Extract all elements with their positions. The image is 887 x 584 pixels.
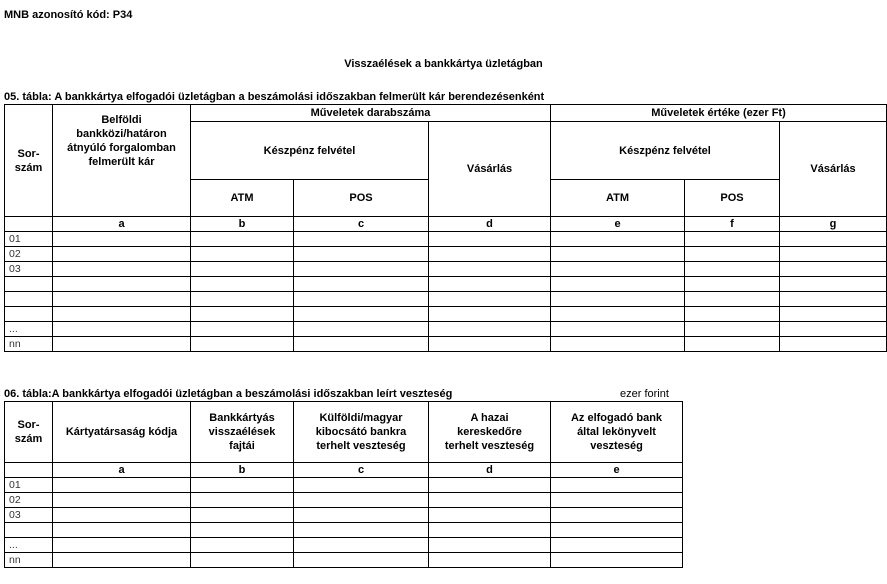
data-cell[interactable] (53, 523, 191, 538)
data-cell[interactable] (53, 493, 191, 508)
col-keszpenz-felvetel-darab: Készpénz felvétel (191, 122, 429, 180)
table-row (5, 337, 887, 352)
data-cell[interactable] (551, 478, 683, 493)
row-number (5, 277, 53, 292)
col-kartyatarsasag-kodja: Kártyatársaság kódja (53, 402, 191, 463)
data-cell[interactable] (53, 322, 191, 337)
data-cell[interactable] (191, 247, 294, 262)
data-cell[interactable] (429, 553, 551, 568)
data-cell[interactable] (191, 553, 294, 568)
data-cell[interactable] (53, 247, 191, 262)
row-number (5, 292, 53, 307)
col-pos-darab: POS (294, 180, 429, 217)
data-cell[interactable] (191, 337, 294, 352)
data-cell[interactable] (191, 277, 294, 292)
data-cell[interactable] (780, 232, 887, 247)
data-cell[interactable] (685, 322, 780, 337)
data-cell[interactable] (191, 262, 294, 277)
row-number: 03 (5, 262, 53, 277)
table2-title: 06. tábla:A bankkártya elfogadói üzletágban a beszámolási időszakban leírt veszteség (4, 388, 453, 400)
col-pos-ertek: POS (685, 180, 780, 217)
data-cell[interactable] (685, 277, 780, 292)
data-cell[interactable] (191, 322, 294, 337)
data-cell[interactable] (685, 232, 780, 247)
data-cell[interactable] (53, 508, 191, 523)
col-letter: a (53, 463, 191, 478)
col-visszaelesek-fajtai: Bankkártyás visszaélések fajtái (191, 402, 294, 463)
data-cell[interactable] (191, 478, 294, 493)
data-cell[interactable] (294, 478, 429, 493)
table-row (5, 478, 683, 493)
data-cell[interactable] (191, 292, 294, 307)
row-number: ... (5, 538, 53, 553)
col-letter: f (685, 217, 780, 232)
col-letter: d (429, 217, 551, 232)
mnb-code-label: MNB azonosító kód: P34 (4, 9, 133, 21)
data-cell[interactable] (551, 247, 685, 262)
data-cell[interactable] (429, 478, 551, 493)
data-cell[interactable] (551, 262, 685, 277)
letter-blank-cell (5, 217, 53, 232)
data-cell[interactable] (191, 523, 294, 538)
col-letter: b (191, 217, 294, 232)
row-number (5, 523, 53, 538)
data-cell[interactable] (191, 508, 294, 523)
row-number: nn (5, 337, 53, 352)
table-row (5, 523, 683, 538)
col-belfoldi-kar: Belföldi bankközi/határon átnyúló forgalomban felmerült kár (53, 105, 191, 217)
row-number: 02 (5, 493, 53, 508)
group-muveletek-darabszama: Műveletek darabszáma (191, 105, 551, 122)
data-cell[interactable] (685, 337, 780, 352)
row-number: 03 (5, 508, 53, 523)
data-cell[interactable] (551, 508, 683, 523)
table-row (5, 307, 887, 322)
data-cell[interactable] (53, 277, 191, 292)
col-vasarlas-darab: Vásárlás (429, 122, 551, 217)
data-cell[interactable] (780, 292, 887, 307)
col-atm-darab: ATM (191, 180, 294, 217)
data-cell[interactable] (294, 277, 429, 292)
data-cell[interactable] (294, 508, 429, 523)
table-05 (4, 104, 887, 352)
data-cell[interactable] (429, 337, 551, 352)
data-cell[interactable] (53, 307, 191, 322)
table-row (5, 508, 683, 523)
data-cell[interactable] (294, 307, 429, 322)
group-muveletek-erteke: Műveletek értéke (ezer Ft) (551, 105, 887, 122)
data-cell[interactable] (429, 307, 551, 322)
col-sorszam: Sor- szám (5, 402, 53, 463)
col-elfogado-bank-veszteseg: Az elfogadó bank által lekönyvelt veszteség (551, 402, 683, 463)
col-keszpenz-felvetel-ertek: Készpénz felvétel (551, 122, 780, 180)
data-cell[interactable] (294, 262, 429, 277)
col-hazai-kereskedo-veszteseg: A hazai kereskedőre terhelt veszteség (429, 402, 551, 463)
data-cell[interactable] (191, 232, 294, 247)
data-cell[interactable] (780, 277, 887, 292)
data-cell[interactable] (429, 493, 551, 508)
data-cell[interactable] (551, 277, 685, 292)
table-06 (4, 401, 683, 568)
data-cell[interactable] (294, 553, 429, 568)
data-cell[interactable] (53, 538, 191, 553)
data-cell[interactable] (294, 523, 429, 538)
page-title: Visszaélések a bankkártya üzletágban (344, 58, 543, 70)
data-cell[interactable] (294, 337, 429, 352)
data-cell[interactable] (53, 553, 191, 568)
col-atm-ertek: ATM (551, 180, 685, 217)
table-row (5, 232, 887, 247)
row-number: nn (5, 553, 53, 568)
data-cell[interactable] (685, 262, 780, 277)
data-cell[interactable] (780, 307, 887, 322)
data-cell[interactable] (780, 247, 887, 262)
data-cell[interactable] (551, 523, 683, 538)
data-cell[interactable] (191, 307, 294, 322)
table-row (5, 538, 683, 553)
data-cell[interactable] (191, 538, 294, 553)
data-cell[interactable] (53, 262, 191, 277)
data-cell[interactable] (429, 262, 551, 277)
table-row (5, 553, 683, 568)
data-cell[interactable] (429, 232, 551, 247)
data-cell[interactable] (551, 337, 685, 352)
row-number: 01 (5, 478, 53, 493)
col-letter: a (53, 217, 191, 232)
data-cell[interactable] (429, 523, 551, 538)
data-cell[interactable] (780, 262, 887, 277)
col-letter: e (551, 217, 685, 232)
data-cell[interactable] (429, 538, 551, 553)
table-row (5, 277, 887, 292)
data-cell[interactable] (53, 337, 191, 352)
data-cell[interactable] (780, 322, 887, 337)
data-cell[interactable] (551, 232, 685, 247)
row-number: ... (5, 322, 53, 337)
data-cell[interactable] (429, 247, 551, 262)
data-cell[interactable] (294, 493, 429, 508)
data-cell[interactable] (53, 478, 191, 493)
data-cell[interactable] (685, 292, 780, 307)
table2-unit: ezer forint (620, 388, 669, 400)
data-cell[interactable] (429, 292, 551, 307)
data-cell[interactable] (429, 508, 551, 523)
row-number (5, 307, 53, 322)
data-cell[interactable] (551, 553, 683, 568)
table-row (5, 493, 683, 508)
table-row (5, 292, 887, 307)
col-letter: b (191, 463, 294, 478)
data-cell[interactable] (191, 493, 294, 508)
data-cell[interactable] (294, 247, 429, 262)
data-cell[interactable] (53, 292, 191, 307)
data-cell[interactable] (551, 493, 683, 508)
table-row (5, 247, 887, 262)
data-cell[interactable] (551, 538, 683, 553)
data-cell[interactable] (551, 292, 685, 307)
data-cell[interactable] (294, 232, 429, 247)
data-cell[interactable] (685, 247, 780, 262)
col-letter: g (780, 217, 887, 232)
data-cell[interactable] (685, 307, 780, 322)
data-cell[interactable] (53, 232, 191, 247)
row-number: 02 (5, 247, 53, 262)
col-letter: c (294, 463, 429, 478)
table1-title: 05. tábla: A bankkártya elfogadói üzletágban a beszámolási időszakban felmerült kár berendezésenként (4, 91, 545, 103)
col-kulfoldi-magyar-veszteseg: Külföldi/magyar kibocsátó bankra terhelt veszteség (294, 402, 429, 463)
col-vasarlas-ertek: Vásárlás (780, 122, 887, 217)
table-row (5, 262, 887, 277)
table-row (5, 322, 887, 337)
data-cell[interactable] (780, 337, 887, 352)
data-cell[interactable] (294, 322, 429, 337)
data-cell[interactable] (429, 277, 551, 292)
data-cell[interactable] (294, 292, 429, 307)
data-cell[interactable] (429, 322, 551, 337)
letter-blank-cell (5, 463, 53, 478)
col-letter: d (429, 463, 551, 478)
col-letter: e (551, 463, 683, 478)
data-cell[interactable] (551, 307, 685, 322)
row-number: 01 (5, 232, 53, 247)
data-cell[interactable] (551, 322, 685, 337)
col-sorszam: Sor- szám (5, 105, 53, 217)
col-letter: c (294, 217, 429, 232)
data-cell[interactable] (294, 538, 429, 553)
